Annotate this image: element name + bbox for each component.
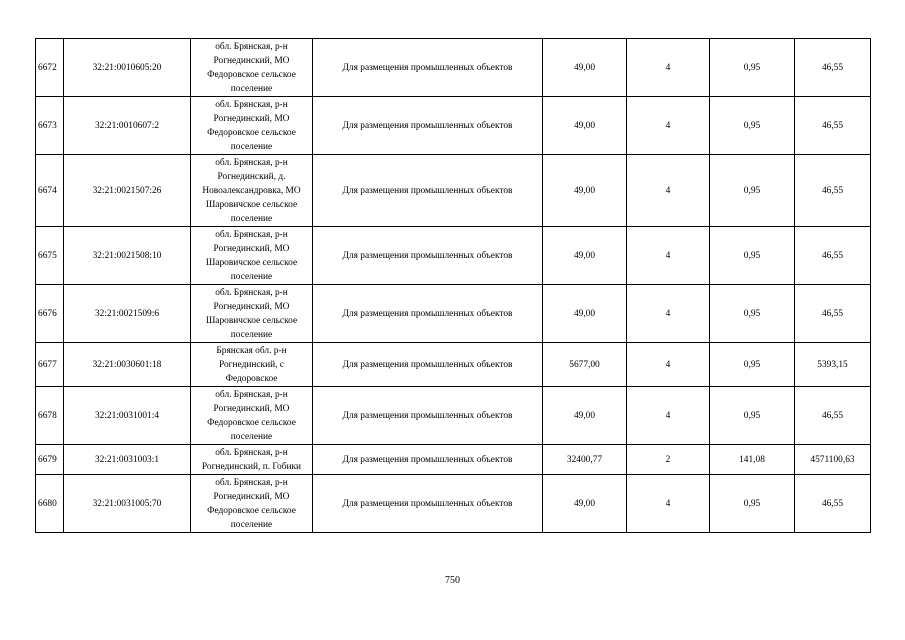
rate-cell: 0,95 (710, 285, 795, 343)
address-cell: обл. Брянская, р-н Рогнединский, МО Федоровское сельское поселение (191, 387, 313, 445)
group-cell: 4 (627, 387, 710, 445)
group-cell: 4 (627, 39, 710, 97)
rate-cell: 141,08 (710, 445, 795, 475)
cadastral-number-cell: 32:21:0010605:20 (64, 39, 191, 97)
table-row (36, 343, 871, 387)
cadastral-number-cell: 32:21:0030601:18 (64, 343, 191, 387)
area-cell: 49,00 (543, 475, 627, 533)
group-cell: 2 (627, 445, 710, 475)
purpose-cell: Для размещения промышленных объектов (313, 97, 543, 155)
group-cell: 4 (627, 285, 710, 343)
purpose-cell: Для размещения промышленных объектов (313, 227, 543, 285)
address-cell: обл. Брянская, р-н Рогнединский, п. Гобики (191, 445, 313, 475)
cadastral-number-cell: 32:21:0021507:26 (64, 155, 191, 227)
table-row (36, 227, 871, 285)
value-cell: 4571100,63 (795, 445, 871, 475)
value-cell: 46,55 (795, 285, 871, 343)
rate-cell: 0,95 (710, 475, 795, 533)
address-cell: Брянская обл. р-н Рогнединский, с Федоровское (191, 343, 313, 387)
value-cell: 46,55 (795, 475, 871, 533)
cadastral-number-cell: 32:21:0031003:1 (64, 445, 191, 475)
rate-cell: 0,95 (710, 155, 795, 227)
area-cell: 49,00 (543, 97, 627, 155)
address-cell: обл. Брянская, р-н Рогнединский, МО Шаровичское сельское поселение (191, 227, 313, 285)
table-row (36, 285, 871, 343)
address-cell: обл. Брянская, р-н Рогнединский, МО Шаровичское сельское поселение (191, 285, 313, 343)
purpose-cell: Для размещения промышленных объектов (313, 343, 543, 387)
row-number-cell: 6675 (36, 227, 64, 285)
row-number-cell: 6674 (36, 155, 64, 227)
row-number-cell: 6679 (36, 445, 64, 475)
row-number-cell: 6676 (36, 285, 64, 343)
cadastral-number-cell: 32:21:0031001:4 (64, 387, 191, 445)
purpose-cell: Для размещения промышленных объектов (313, 475, 543, 533)
table-body (36, 39, 871, 533)
value-cell: 5393,15 (795, 343, 871, 387)
row-number-cell: 6680 (36, 475, 64, 533)
rate-cell: 0,95 (710, 343, 795, 387)
table-row (36, 39, 871, 97)
cadastral-number-cell: 32:21:0010607:2 (64, 97, 191, 155)
address-cell: обл. Брянская, р-н Рогнединский, д. Новоалександровка, МО Шаровичское сельское поселение (191, 155, 313, 227)
table-row (36, 445, 871, 475)
purpose-cell: Для размещения промышленных объектов (313, 39, 543, 97)
group-cell: 4 (627, 475, 710, 533)
area-cell: 49,00 (543, 39, 627, 97)
cadastral-number-cell: 32:21:0021508:10 (64, 227, 191, 285)
purpose-cell: Для размещения промышленных объектов (313, 155, 543, 227)
purpose-cell: Для размещения промышленных объектов (313, 387, 543, 445)
row-number-cell: 6677 (36, 343, 64, 387)
area-cell: 49,00 (543, 155, 627, 227)
area-cell: 5677,00 (543, 343, 627, 387)
area-cell: 49,00 (543, 387, 627, 445)
table-row (36, 155, 871, 227)
row-number-cell: 6672 (36, 39, 64, 97)
value-cell: 46,55 (795, 97, 871, 155)
value-cell: 46,55 (795, 387, 871, 445)
area-cell: 49,00 (543, 227, 627, 285)
cadastral-number-cell: 32:21:0031005:70 (64, 475, 191, 533)
purpose-cell: Для размещения промышленных объектов (313, 285, 543, 343)
cadastral-number-cell: 32:21:0021509:6 (64, 285, 191, 343)
address-cell: обл. Брянская, р-н Рогнединский, МО Федоровское сельское поселение (191, 475, 313, 533)
address-cell: обл. Брянская, р-н Рогнединский, МО Федоровское сельское поселение (191, 39, 313, 97)
group-cell: 4 (627, 343, 710, 387)
group-cell: 4 (627, 227, 710, 285)
address-cell: обл. Брянская, р-н Рогнединский, МО Федоровское сельское поселение (191, 97, 313, 155)
table-row (36, 97, 871, 155)
row-number-cell: 6673 (36, 97, 64, 155)
table-row (36, 475, 871, 533)
row-number-cell: 6678 (36, 387, 64, 445)
rate-cell: 0,95 (710, 39, 795, 97)
cadastral-value-table (35, 38, 871, 533)
value-cell: 46,55 (795, 227, 871, 285)
group-cell: 4 (627, 155, 710, 227)
group-cell: 4 (627, 97, 710, 155)
purpose-cell: Для размещения промышленных объектов (313, 445, 543, 475)
page-number: 750 (445, 575, 460, 586)
rate-cell: 0,95 (710, 97, 795, 155)
area-cell: 49,00 (543, 285, 627, 343)
rate-cell: 0,95 (710, 227, 795, 285)
area-cell: 32400,77 (543, 445, 627, 475)
table-row (36, 387, 871, 445)
value-cell: 46,55 (795, 39, 871, 97)
value-cell: 46,55 (795, 155, 871, 227)
rate-cell: 0,95 (710, 387, 795, 445)
